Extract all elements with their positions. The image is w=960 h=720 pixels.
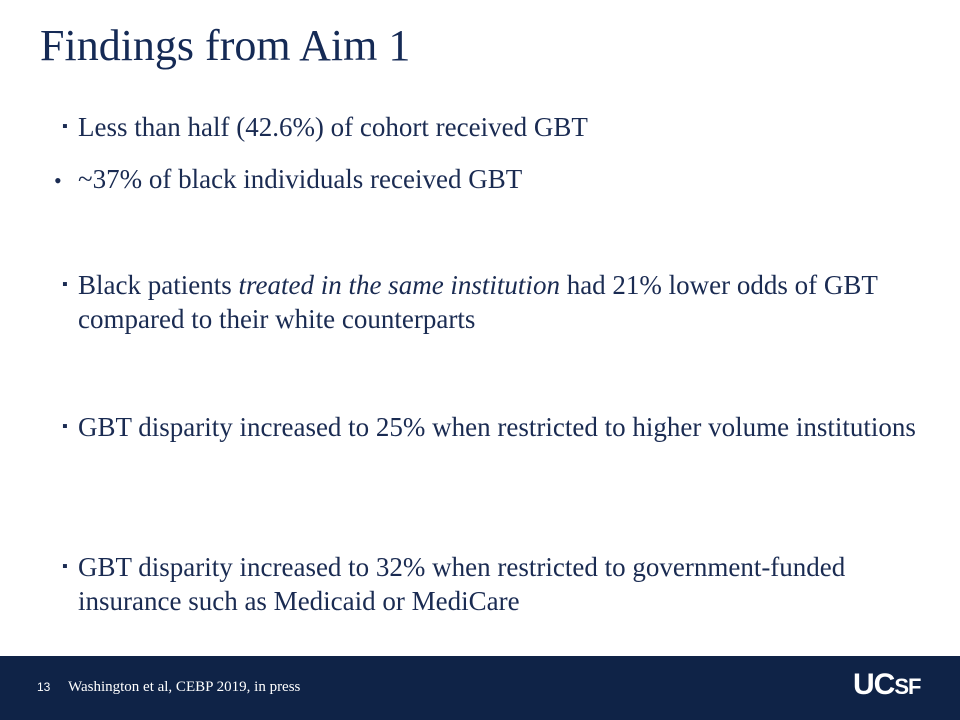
bullet-text: Less than half (42.6%) of cohort received GBT <box>78 112 588 142</box>
footer-bar <box>0 656 960 720</box>
page-number: 13 <box>37 680 51 694</box>
bullet-text-pre: Black patients <box>78 270 239 300</box>
square-bullet-icon: ▪ <box>62 118 68 135</box>
citation: Washington et al, CEBP 2019, in press <box>68 679 301 695</box>
square-bullet-icon: ▪ <box>62 418 68 435</box>
ucsf-logo <box>853 668 920 702</box>
bullet-item <box>62 410 938 444</box>
bullet-text: GBT disparity increased to 32% when restricted to government-funded insurance such as Medicaid or MediCare <box>78 552 846 616</box>
logo-sub: SF <box>894 674 921 699</box>
bullet-item <box>62 550 938 618</box>
logo-main: UC <box>853 668 895 701</box>
sub-bullet-text: ~37% of black individuals received GBT <box>78 164 523 194</box>
round-bullet-icon: • <box>54 168 62 193</box>
bullet-text: GBT disparity increased to 25% when restricted to higher volume institutions <box>78 412 916 442</box>
bullet-text-italic: treated in the same institution <box>238 270 560 300</box>
bullet-text-post: had 21% lower odds of GBT compared to their white counterparts <box>78 270 878 334</box>
bullet-item <box>62 268 938 336</box>
square-bullet-icon: ▪ <box>62 558 68 575</box>
square-bullet-icon: ▪ <box>62 276 68 293</box>
bullet-item <box>62 110 938 144</box>
sub-bullet-item <box>54 162 522 198</box>
slide-title: Findings from Aim 1 <box>40 21 411 70</box>
